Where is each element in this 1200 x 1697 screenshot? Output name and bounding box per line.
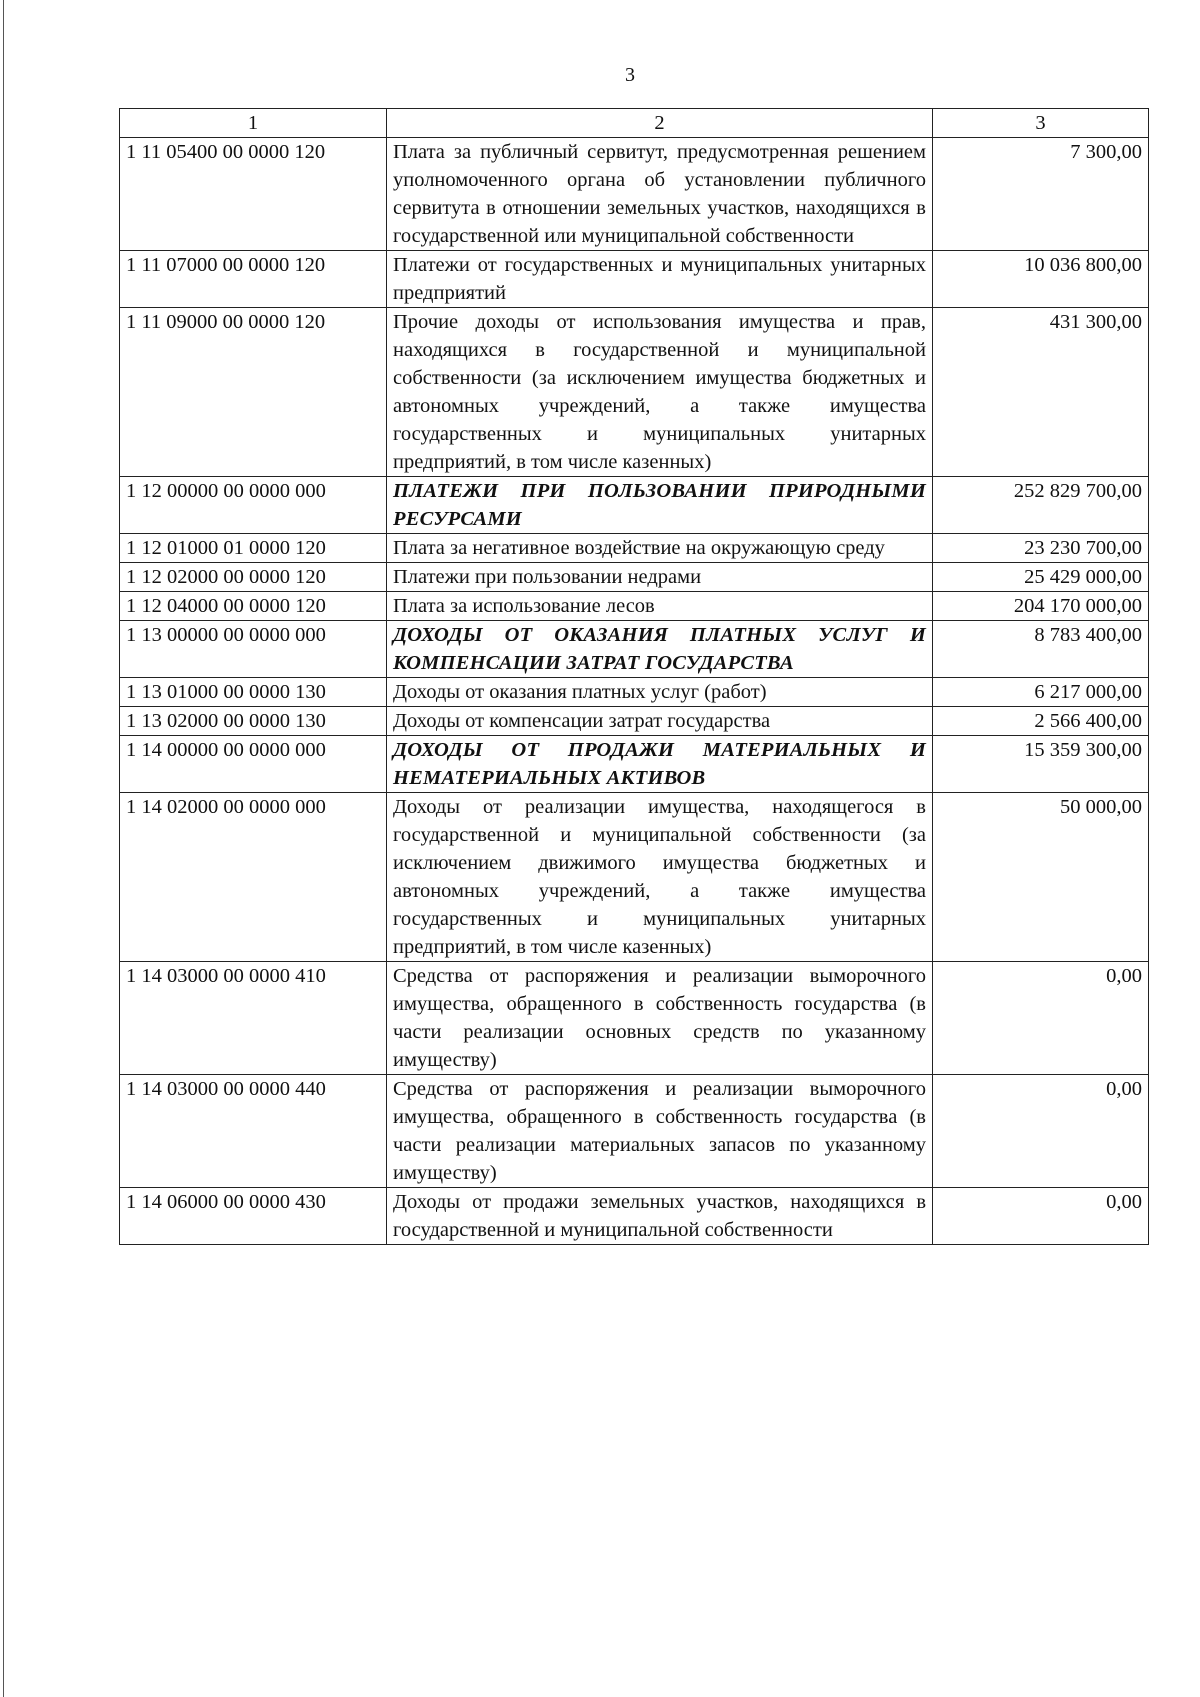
column-header-name: 2: [387, 109, 933, 138]
table-row: [120, 534, 1149, 563]
revenue-amount: 431 300,00: [933, 308, 1149, 477]
section-title: ПЛАТЕЖИ ПРИ ПОЛЬЗОВАНИИ ПРИРОДНЫМИ РЕСУРСАМИ: [387, 477, 933, 534]
revenue-code: 1 13 00000 00 0000 000: [120, 621, 387, 678]
revenue-amount: 0,00: [933, 1188, 1149, 1245]
table-row: [120, 592, 1149, 621]
table-row: [120, 962, 1149, 1075]
revenue-amount: 15 359 300,00: [933, 736, 1149, 793]
table-header-row: [120, 109, 1149, 138]
revenue-code: 1 14 02000 00 0000 000: [120, 793, 387, 962]
table-section-row: [120, 621, 1149, 678]
revenue-code: 1 12 00000 00 0000 000: [120, 477, 387, 534]
revenue-name: Плата за публичный сервитут, предусмотренная решением уполномоченного органа об установлении публичного сервитута в отношении земельных участков, находящихся в государственной или муниципальной собственности: [387, 138, 933, 251]
revenue-code: 1 11 05400 00 0000 120: [120, 138, 387, 251]
table-row: [120, 563, 1149, 592]
table-row: [120, 138, 1149, 251]
section-title: ДОХОДЫ ОТ ПРОДАЖИ МАТЕРИАЛЬНЫХ И НЕМАТЕРИАЛЬНЫХ АКТИВОВ: [387, 736, 933, 793]
revenue-amount: 252 829 700,00: [933, 477, 1149, 534]
section-title: ДОХОДЫ ОТ ОКАЗАНИЯ ПЛАТНЫХ УСЛУГ И КОМПЕНСАЦИИ ЗАТРАТ ГОСУДАРСТВА: [387, 621, 933, 678]
revenue-code: 1 14 06000 00 0000 430: [120, 1188, 387, 1245]
table-section-row: [120, 477, 1149, 534]
revenue-code: 1 11 07000 00 0000 120: [120, 251, 387, 308]
revenue-name: Доходы от реализации имущества, находящегося в государственной и муниципальной собственности (за исключением движимого имущества бюджетных и автономных учреждений, а также имущества государственных и муниципальных унитарных предприятий, в том числе казенных): [387, 793, 933, 962]
revenue-name: Плата за использование лесов: [387, 592, 933, 621]
revenue-amount: 7 300,00: [933, 138, 1149, 251]
table-row: [120, 308, 1149, 477]
revenue-code: 1 13 01000 00 0000 130: [120, 678, 387, 707]
revenue-name: Доходы от компенсации затрат государства: [387, 707, 933, 736]
revenue-name: Платежи от государственных и муниципальных унитарных предприятий: [387, 251, 933, 308]
revenue-name: Средства от распоряжения и реализации выморочного имущества, обращенного в собственность государства (в части реализации материальных запасов по указанному имуществу): [387, 1075, 933, 1188]
revenue-code: 1 12 01000 01 0000 120: [120, 534, 387, 563]
table-row: [120, 793, 1149, 962]
revenue-code: 1 14 03000 00 0000 440: [120, 1075, 387, 1188]
table-row: [120, 678, 1149, 707]
table-row: [120, 1188, 1149, 1245]
revenue-amount: 25 429 000,00: [933, 563, 1149, 592]
revenue-name: Доходы от оказания платных услуг (работ): [387, 678, 933, 707]
revenue-code: 1 13 02000 00 0000 130: [120, 707, 387, 736]
table-section-row: [120, 736, 1149, 793]
revenue-amount: 10 036 800,00: [933, 251, 1149, 308]
table-row: [120, 1075, 1149, 1188]
column-header-amount: 3: [933, 109, 1149, 138]
table-row: [120, 707, 1149, 736]
page-edge-line: [3, 0, 4, 1697]
revenue-code: 1 12 02000 00 0000 120: [120, 563, 387, 592]
revenue-name: Прочие доходы от использования имущества и прав, находящихся в государственной и муниципальной собственности (за исключением имущества бюджетных и автономных учреждений, а также имущества государственных и муниципальных унитарных предприятий, в том числе казенных): [387, 308, 933, 477]
revenue-amount: 8 783 400,00: [933, 621, 1149, 678]
revenue-amount: 0,00: [933, 962, 1149, 1075]
revenue-name: Плата за негативное воздействие на окружающую среду: [387, 534, 933, 563]
revenue-amount: 23 230 700,00: [933, 534, 1149, 563]
revenue-code: 1 14 03000 00 0000 410: [120, 962, 387, 1075]
revenue-code: 1 14 00000 00 0000 000: [120, 736, 387, 793]
revenue-amount: 204 170 000,00: [933, 592, 1149, 621]
revenue-amount: 50 000,00: [933, 793, 1149, 962]
revenue-amount: 6 217 000,00: [933, 678, 1149, 707]
revenue-amount: 0,00: [933, 1075, 1149, 1188]
revenue-code: 1 12 04000 00 0000 120: [120, 592, 387, 621]
table-row: [120, 251, 1149, 308]
revenue-code: 1 11 09000 00 0000 120: [120, 308, 387, 477]
column-header-code: 1: [120, 109, 387, 138]
revenue-name: Доходы от продажи земельных участков, находящихся в государственной и муниципальной собственности: [387, 1188, 933, 1245]
revenue-name: Платежи при пользовании недрами: [387, 563, 933, 592]
revenue-amount: 2 566 400,00: [933, 707, 1149, 736]
page-number: 3: [625, 64, 635, 86]
revenue-table: [119, 108, 1149, 1245]
revenue-name: Средства от распоряжения и реализации выморочного имущества, обращенного в собственность государства (в части реализации основных средств по указанному имуществу): [387, 962, 933, 1075]
